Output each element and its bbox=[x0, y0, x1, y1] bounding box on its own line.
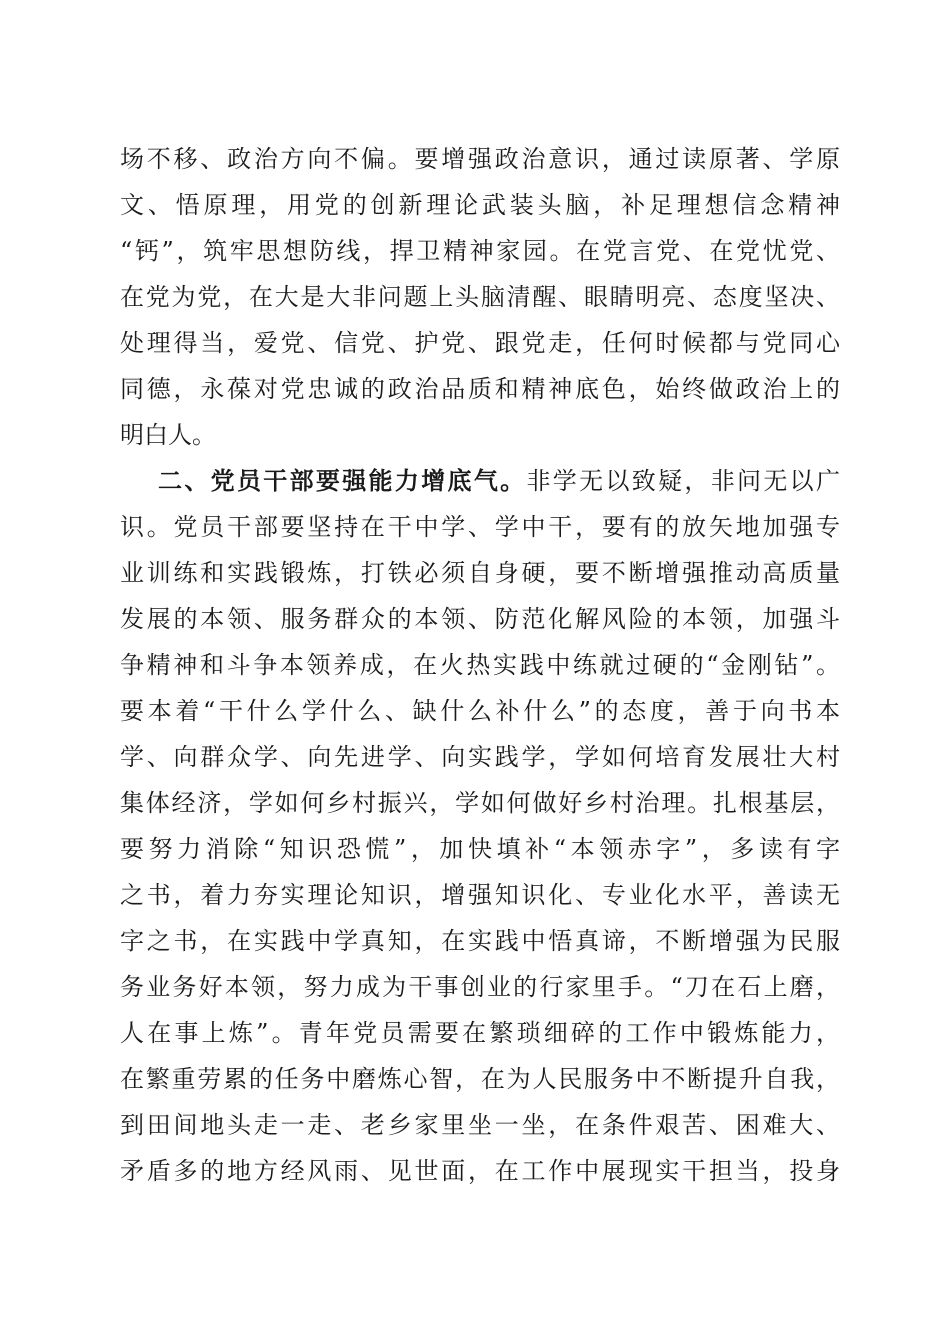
paragraph-line: 务业务好本领，努力成为干事创业的行家里手。“刀在石上磨， bbox=[120, 973, 840, 1001]
section-heading-line bbox=[158, 459, 840, 503]
paragraph-line: 同德，永葆对党忠诚的政治品质和精神底色，始终做政治上的 bbox=[120, 375, 840, 403]
paragraph-line: 明白人。 bbox=[120, 421, 216, 449]
paragraph-line: 争精神和斗争本领养成，在火热实践中练就过硬的“金刚钻”。 bbox=[120, 651, 840, 679]
paragraph-line: 字之书，在实践中学真知，在实践中悟真谛，不断增强为民服 bbox=[120, 927, 840, 955]
paragraph-line: 学、向群众学、向先进学、向实践学，学如何培育发展壮大村 bbox=[120, 743, 840, 771]
paragraph-line: 要本着“干什么学什么、缺什么补什么”的态度，善于向书本 bbox=[120, 697, 840, 725]
paragraph-line: 识。党员干部要坚持在干中学、学中干，要有的放矢地加强专 bbox=[120, 513, 840, 541]
paragraph-line: 人在事上炼”。青年党员需要在繁琐细碎的工作中锻炼能力， bbox=[120, 1019, 840, 1047]
paragraph-line: 业训练和实践锻炼，打铁必须自身硬，要不断增强推动高质量 bbox=[120, 559, 840, 587]
section-heading: 二、党员干部要强能力增底气。 bbox=[158, 467, 527, 495]
paragraph-line: 在繁重劳累的任务中磨炼心智，在为人民服务中不断提升自我， bbox=[120, 1065, 840, 1093]
paragraph-line: 文、悟原理，用党的创新理论武装头脑，补足理想信念精神 bbox=[120, 191, 840, 219]
paragraph-line: 之书，着力夯实理论知识，增强知识化、专业化水平，善读无 bbox=[120, 881, 840, 909]
paragraph-text: 非学无以致疑，非问无以广 bbox=[526, 467, 841, 495]
paragraph-line: 矛盾多的地方经风雨、见世面，在工作中展现实干担当，投身 bbox=[120, 1157, 840, 1185]
paragraph-line: 在党为党，在大是大非问题上头脑清醒、眼睛明亮、态度坚决、 bbox=[120, 283, 840, 311]
paragraph-line: “钙”，筑牢思想防线，捍卫精神家园。在党言党、在党忧党、 bbox=[120, 237, 840, 265]
paragraph-line: 到田间地头走一走、老乡家里坐一坐，在条件艰苦、困难大、 bbox=[120, 1111, 840, 1139]
paragraph-line: 要努力消除“知识恐慌”，加快填补“本领赤字”，多读有字 bbox=[120, 835, 840, 863]
paragraph-line: 处理得当，爱党、信党、护党、跟党走，任何时候都与党同心 bbox=[120, 329, 840, 357]
paragraph-line: 场不移、政治方向不偏。要增强政治意识，通过读原著、学原 bbox=[120, 145, 840, 173]
paragraph-line: 集体经济，学如何乡村振兴，学如何做好乡村治理。扎根基层， bbox=[120, 789, 840, 817]
paragraph-line: 发展的本领、服务群众的本领、防范化解风险的本领，加强斗 bbox=[120, 605, 840, 633]
